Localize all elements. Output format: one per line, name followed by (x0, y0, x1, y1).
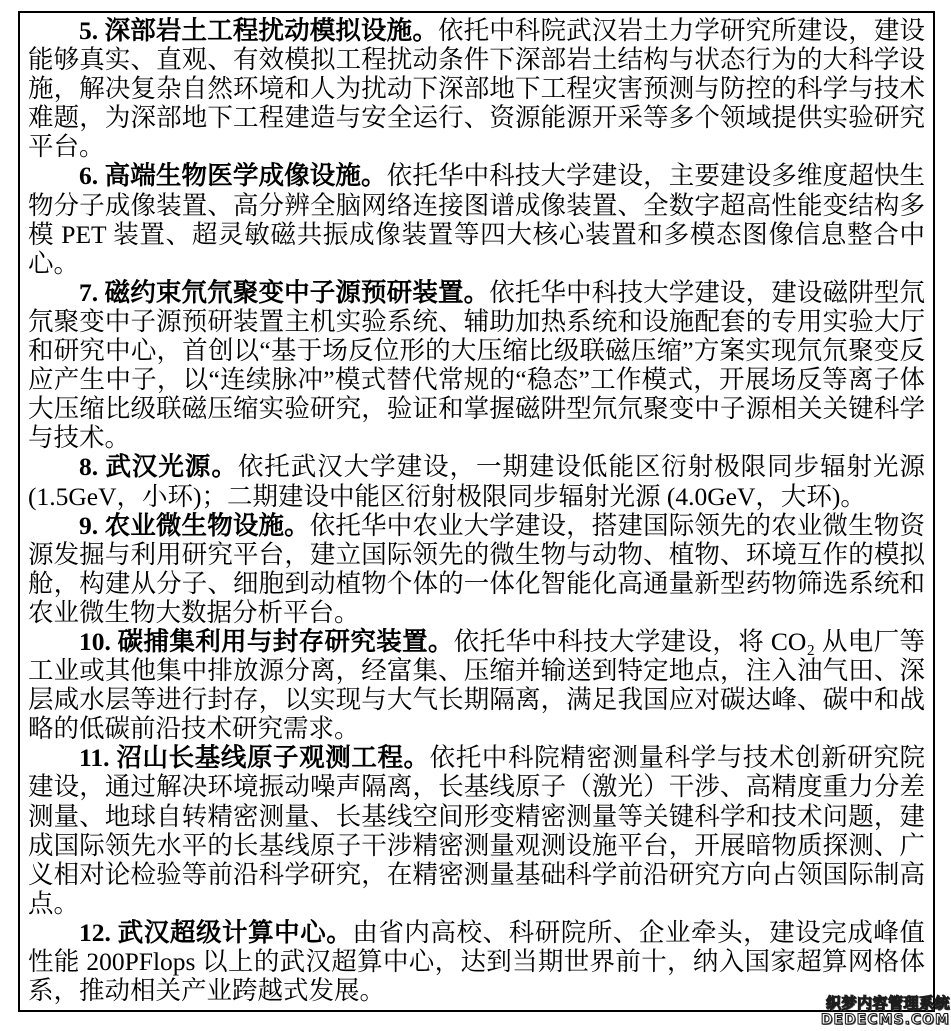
paragraph-heading: 6. 高端生物医学成像设施。 (79, 161, 387, 191)
paragraph-heading: 5. 深部岩土工程扰动模拟设施。 (79, 16, 438, 45)
paragraph (28, 452, 925, 510)
page-border (18, 11, 935, 1012)
paragraph (28, 16, 925, 161)
paragraph-body: 依托中科院精密测量科学与技术创新研究院建设，通过解决环境振动噪声隔离，长基线原子（激光）干涉、高精度重力分差测量、地球自转精密测量、长基线空间形变精密测量等关键科学和技术问题，建成国际领先水平的长基线原子干涉精密测量观测设施平台，开展暗物质探测、广义相对论检验等前沿科学研究，在精密测量基础科学前沿研究方向占领国际制高点。 (28, 743, 925, 918)
paragraph-heading: 9. 农业微生物设施。 (79, 510, 310, 540)
paragraph-heading: 11. 沼山长基线原子观测工程。 (79, 743, 430, 773)
paragraph-body: 依托武汉大学建设，一期建设低能区衍射极限同步辐射光源(1.5GeV，小环)；二期建设中能区衍射极限同步辐射光源 (4.0GeV，大环)。 (28, 452, 925, 511)
paragraph (28, 511, 925, 627)
paragraph (28, 161, 925, 277)
paragraph-body: 依托华中科技大学建设，主要建设多维度超快生物分子成像装置、高分辨全脑网络连接图谱成像装置、全数字超高性能变结构多模 PET 装置、超灵敏磁共振成像装置等四大核心装置和多模态图像信息整合中心。 (28, 161, 925, 278)
paragraph-heading: 8. 武汉光源。 (79, 452, 238, 482)
paragraph-heading: 12. 武汉超级计算中心。 (79, 917, 353, 947)
paragraph-heading: 10. 碳捕集利用与封存研究装置。 (79, 626, 454, 656)
watermark-line-cn: 织梦内容管理系统 (825, 994, 950, 1012)
paragraph-body: 依托华中科技大学建设，建设磁阱型氘氘聚变中子源预研装置主机实验系统、辅助加热系统和设施配套的专用实验大厅和研究中心，首创以“基于场反位形的大压缩比级联磁压缩”方案实现氘氘聚变反应产生中子，以“连续脉冲”模式替代常规的“稳态”工作模式，开展场反等离子体大压缩比级联磁压缩实验研究，验证和掌握磁阱型氘氘聚变中子源相关关键科学与技术。 (28, 277, 925, 453)
document-body (28, 16, 925, 1005)
paragraph-body: 依托中科院武汉岩土力学研究所建设，建设能够真实、直观、有效模拟工程扰动条件下深部岩土结构与状态行为的大科学设施，解决复杂自然环境和人为扰动下深部地下工程灾害预测与防控的科学与技术难题，为深部地下工程建造与安全运行、资源能源开采等多个领域提供实验研究平台。 (28, 16, 925, 162)
paragraph-body: 依托华中科技大学建设，将 CO₂ 从电厂等工业或其他集中排放源分离，经富集、压缩并输送到特定地点，注入油气田、深层咸水层等进行封存，以实现与大气长期隔离，满足我国应对碳达峰、碳中和战略的低碳前沿技术研究需求。 (28, 626, 925, 744)
paragraph (28, 743, 925, 918)
paragraph-body: 依托华中农业大学建设，搭建国际领先的农业微生物资源发掘与利用研究平台，建立国际领先的微生物与动物、植物、环境互作的模拟舱，构建从分子、细胞到动植物个体的一体化智能化高通量新型药物筛选系统和农业微生物大数据分析平台。 (28, 510, 925, 627)
paragraph (28, 627, 925, 743)
cms-watermark (821, 995, 950, 1029)
watermark-line-domain: DEDECMS.COM (820, 1012, 950, 1028)
paragraph-heading: 7. 磁约束氘氘聚变中子源预研装置。 (79, 277, 490, 307)
paragraph (28, 278, 925, 453)
paragraph-body: 由省内高校、科研院所、企业牵头，建设完成峰值性能 200PFlops 以上的武汉超算中心，达到当期世界前十，纳入国家超算网格体系，推动相关产业跨越式发展。 (28, 917, 925, 1006)
paragraph (28, 918, 925, 1005)
